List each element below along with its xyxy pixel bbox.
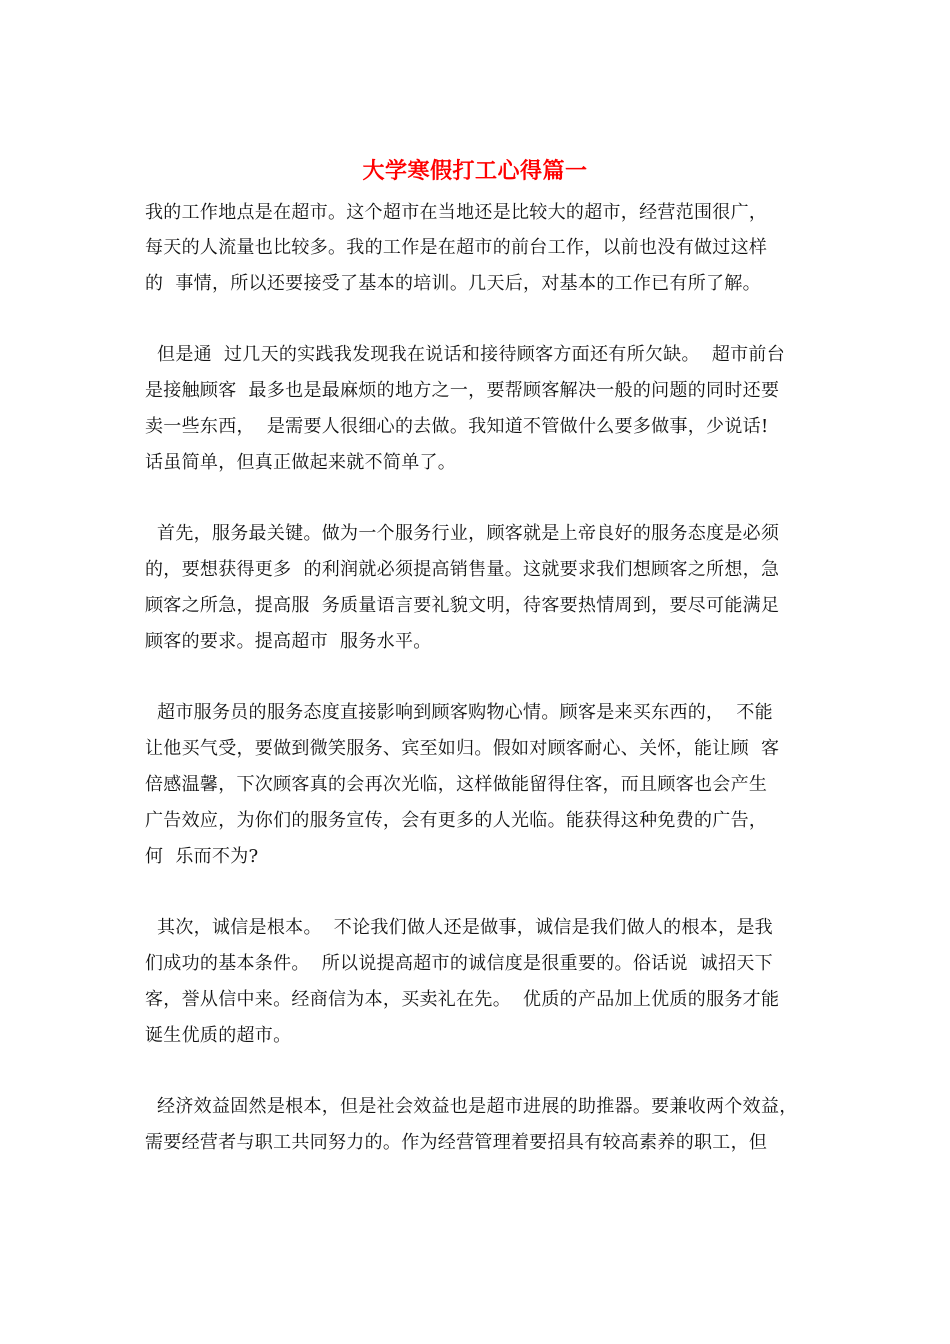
paragraph-4-line-1: 超市服务员的服务态度直接影响到顾客购物心情。顾客是来买东西的， 不能 <box>145 702 773 723</box>
paragraph-1-line-1: 我的工作地点是在超市。这个超市在当地还是比较大的超市，经营范围很广， <box>145 202 768 223</box>
paragraph-2-line-2: 是接触顾客 最多也是最麻烦的地方之一，要帮顾客解决一般的问题的同时还要 <box>145 380 780 401</box>
paragraph-5-line-2: 们成功的基本条件。 所以说提高超市的诚信度是很重要的。俗话说 诚招天下 <box>145 953 773 974</box>
paragraph-4-line-4: 广告效应，为你们的服务宣传，会有更多的人光临。能获得这种免费的广告， <box>145 810 768 831</box>
paragraph-6-line-2: 需要经营者与职工共同努力的。作为经营管理着要招具有较高素养的职工，但 <box>145 1132 768 1153</box>
paragraph-4-line-2: 让他买气受，要做到微笑服务、宾至如归。假如对顾客耐心、关怀，能让顾 客 <box>145 738 780 759</box>
paragraph-5-line-1: 其次，诚信是根本。 不论我们做人还是做事，诚信是我们做人的根本，是我 <box>145 917 773 938</box>
paragraph-2-line-3: 卖一些东西， 是需要人很细心的去做。我知道不管做什么要多做事，少说话! <box>145 416 769 437</box>
paragraph-3-line-3: 顾客之所急，提高服 务质量语言要礼貌文明，待客要热情周到，要尽可能满足 <box>145 595 780 616</box>
paragraph-3-line-4: 顾客的要求。提高超市 服务水平。 <box>145 631 432 652</box>
paragraph-4-line-3: 倍感温馨，下次顾客真的会再次光临，这样做能留得住客，而且顾客也会产生 <box>145 774 768 795</box>
paragraph-1-line-2: 每天的人流量也比较多。我的工作是在超市的前台工作，以前也没有做过这样 <box>145 237 768 258</box>
paragraph-3-line-2: 的，要想获得更多 的利润就必须提高销售量。这就要求我们想顾客之所想，急 <box>145 559 780 580</box>
paragraph-3-line-1: 首先，服务最关键。做为一个服务行业，顾客就是上帝良好的服务态度是必须 <box>145 523 780 544</box>
paragraph-2-line-1: 但是通 过几天的实践我发现我在说话和接待顾客方面还有所欠缺。 超市前台 <box>145 344 786 365</box>
paragraph-5-line-4: 诞生优质的超市。 <box>145 1025 292 1046</box>
paragraph-5-line-3: 客，誉从信中来。经商信为本，买卖礼在先。 优质的产品加上优质的服务才能 <box>145 989 780 1010</box>
paragraph-4-line-5: 何 乐而不为? <box>145 846 259 867</box>
paragraph-6-line-1: 经济效益固然是根本，但是社会效益也是超市进展的助推器。要兼收两个效益， <box>145 1096 798 1117</box>
paragraph-2-line-4: 话虽简单，但真正做起来就不简单了。 <box>145 452 457 473</box>
document-title: 大学寒假打工心得篇一 <box>362 158 588 184</box>
paragraph-1-line-3: 的 事情，所以还要接受了基本的培训。几天后，对基本的工作已有所了解。 <box>145 273 761 294</box>
